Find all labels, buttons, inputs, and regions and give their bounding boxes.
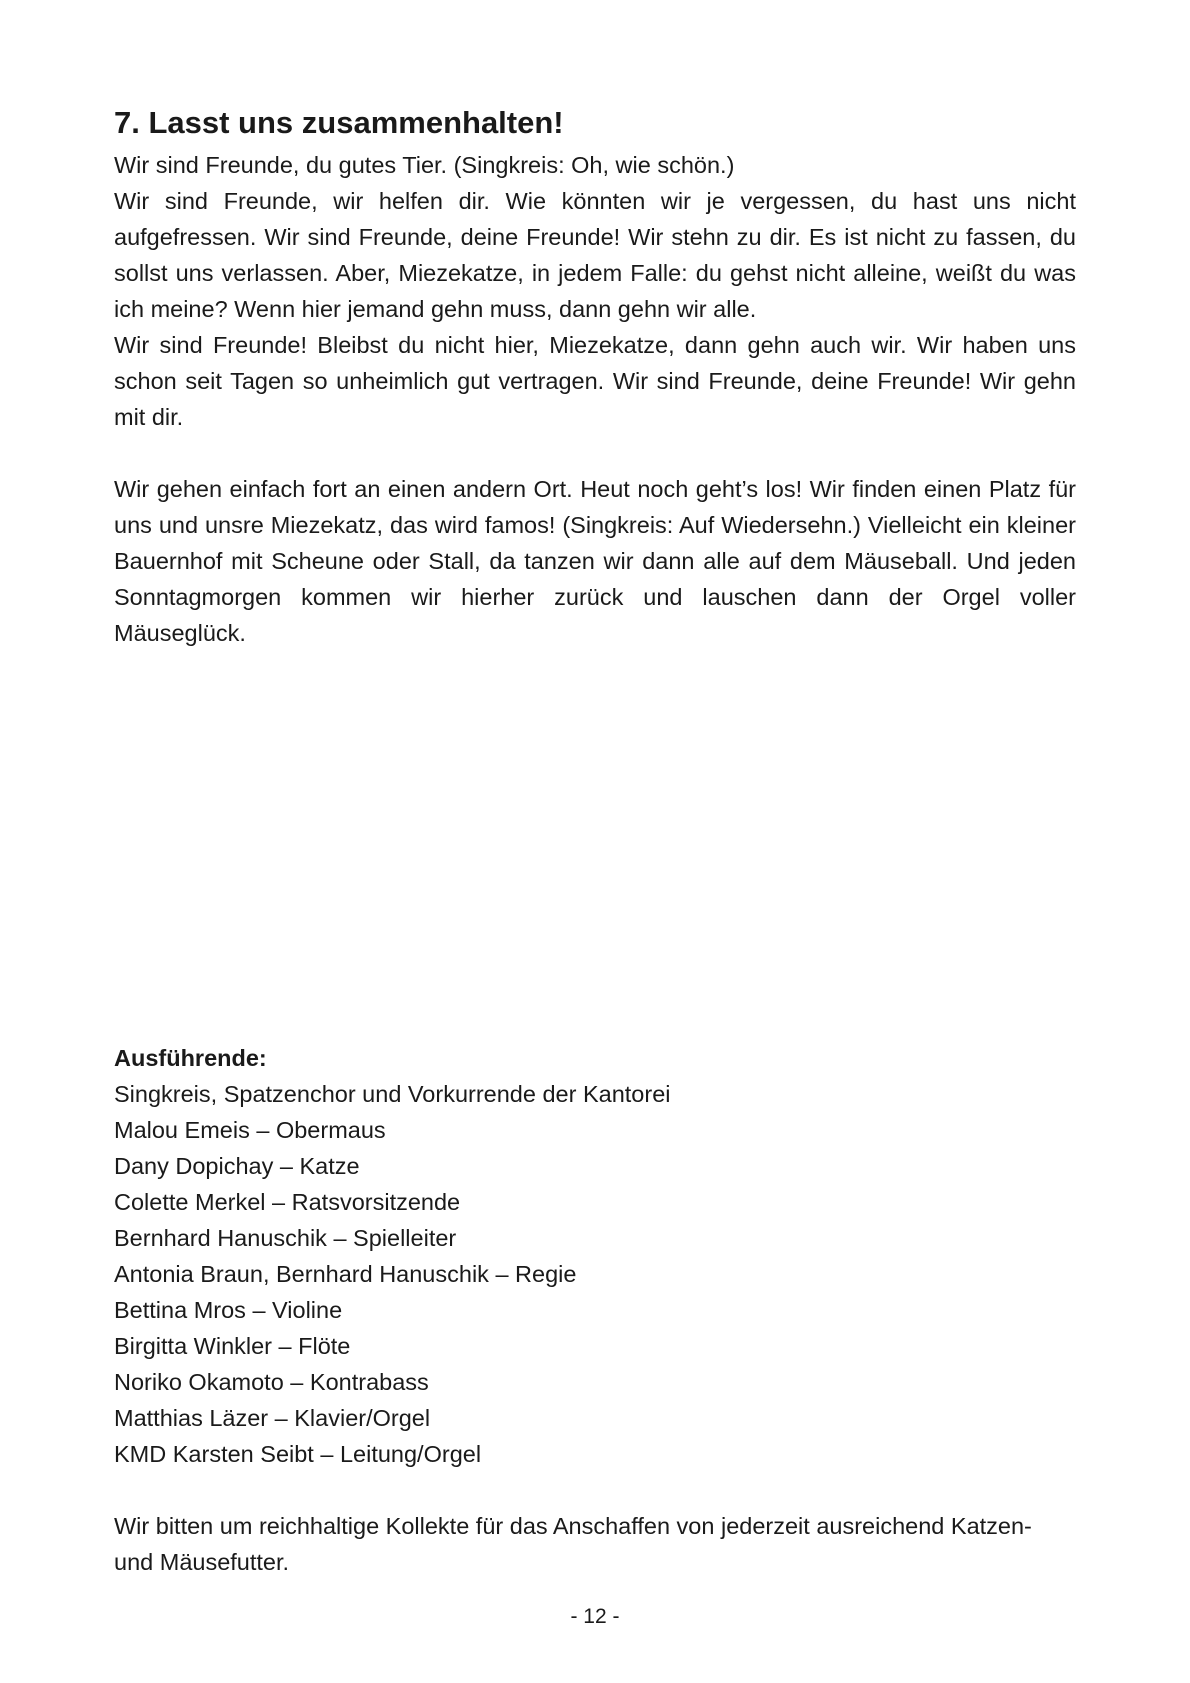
page-number: - 12 -: [570, 1605, 620, 1628]
performer-line: Dany Dopichay – Katze: [114, 1153, 360, 1179]
performer-line: Noriko Okamoto – Kontrabass: [114, 1369, 429, 1395]
performer-line: Birgitta Winkler – Flöte: [114, 1333, 351, 1359]
performer-line: KMD Karsten Seibt – Leitung/Orgel: [114, 1441, 482, 1467]
section-spacer: [114, 1472, 1076, 1508]
performer-line: Colette Merkel – Ratsvorsitzende: [114, 1189, 461, 1215]
performer-line: Bernhard Hanuschik – Spielleiter: [114, 1225, 457, 1251]
performer-line: Bettina Mros – Violine: [114, 1297, 343, 1323]
performer-line: Antonia Braun, Bernhard Hanuschik – Regie: [114, 1261, 577, 1287]
song-paragraph-3: Wir gehen einfach fort an einen andern Ort. Heut noch geht’s los! Wir finden einen Platz für uns und unsre Miezekatz, das wird famos! (Singkreis: Auf Wiedersehn.) Vielleicht ein kleiner Bauernhof mit Scheune oder Stall, da tanzen wir dann alle auf dem Mäuseball. Und jeden Sonntagmorgen kommen wir hierher zurück und lauschen dann der Orgel voller Mäuseglück.: [114, 475, 1076, 646]
performers-heading: Ausführende:: [114, 1045, 267, 1071]
performer-line: Matthias Läzer – Klavier/Orgel: [114, 1405, 431, 1431]
performer-line: Singkreis, Spatzenchor und Vorkurrende der Kantorei: [114, 1081, 671, 1107]
paragraph-spacer: [114, 435, 1076, 471]
performer-line: Malou Emeis – Obermaus: [114, 1117, 386, 1143]
song-section: [114, 104, 1076, 651]
song-paragraph-1: Wir sind Freunde, wir helfen dir. Wie könnten wir je vergessen, du hast uns nicht aufgefressen. Wir sind Freunde, deine Freunde! Wir stehn zu dir. Es ist nicht zu fassen, du sollst uns verlassen. Aber, Miezekatze, in jedem Falle: du gehst nicht alleine, weißt du was ich meine? Wenn hier jemand gehn muss, dann gehn wir alle.: [114, 187, 1076, 322]
song-title: 7. Lasst uns zusammenhalten!: [114, 105, 564, 140]
song-paragraph-2: Wir sind Freunde! Bleibst du nicht hier, Miezekatze, dann gehn auch wir. Wir haben uns schon seit Tagen so unheimlich gut vertragen. Wir sind Freunde, deine Freunde! Wir gehn mit dir.: [114, 331, 1076, 430]
collection-note: Wir bitten um reichhaltige Kollekte für das Anschaffen von jederzeit ausreichend Katzen- und Mäusefutter.: [114, 1513, 1032, 1575]
song-line-1: Wir sind Freunde, du gutes Tier. (Singkreis: Oh, wie schön.): [114, 151, 735, 178]
performers-section: [114, 1040, 1076, 1580]
